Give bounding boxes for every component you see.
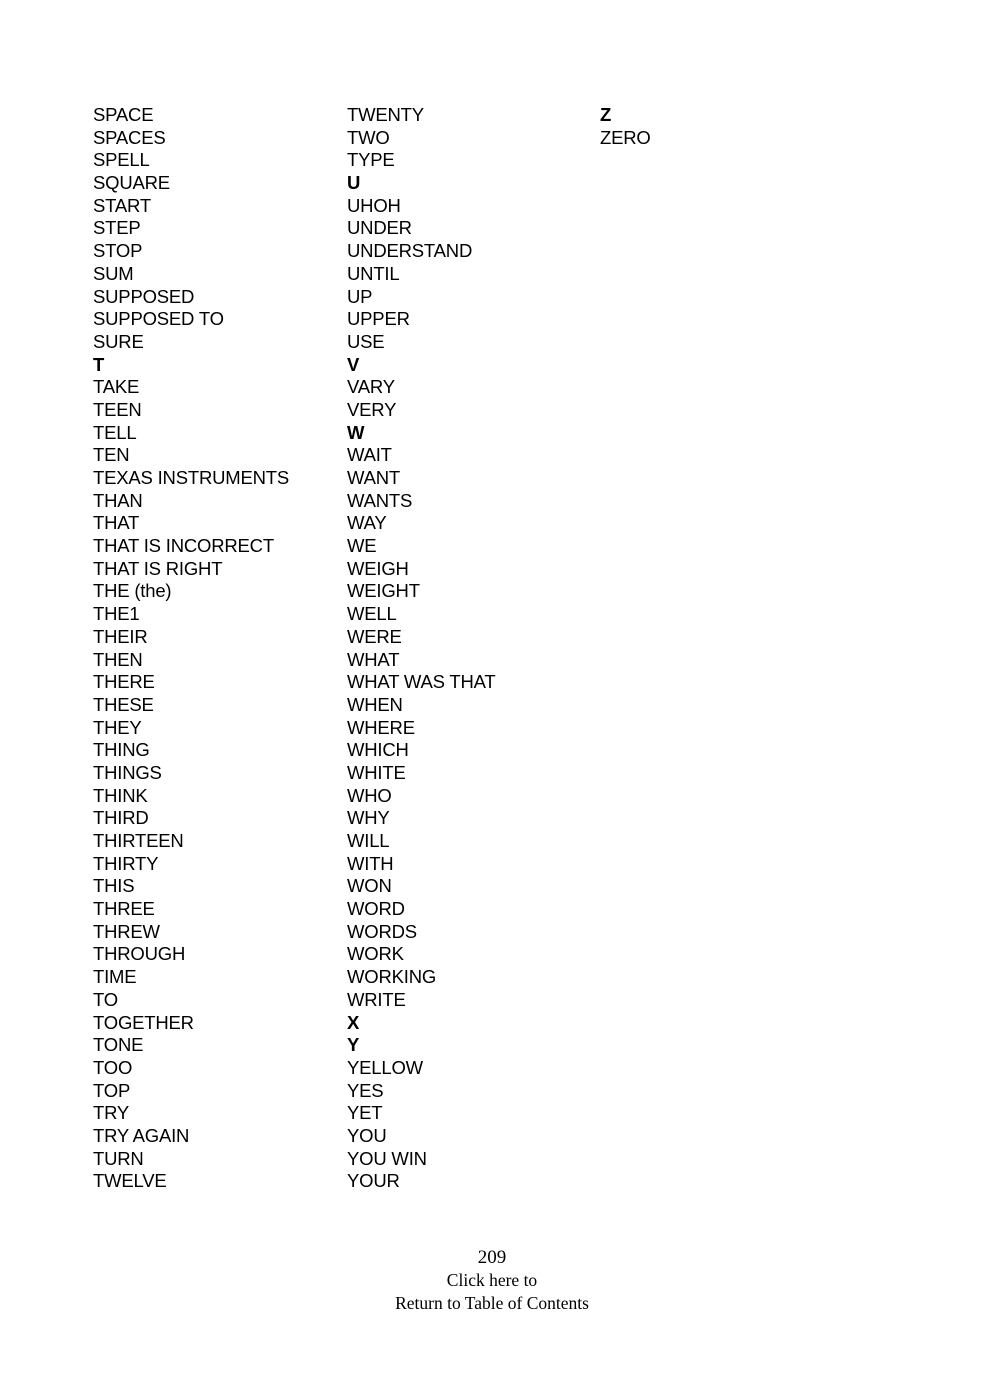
word-item: THIRTY: [93, 852, 159, 874]
word-item: WHY: [347, 807, 390, 829]
word-item: WHAT WAS THAT: [347, 671, 496, 693]
word-column-3: [600, 104, 651, 149]
word-item: THEY: [93, 716, 142, 738]
word-item: WEIGHT: [347, 580, 420, 602]
word-item: TWENTY: [347, 104, 424, 125]
word-item: WILL: [347, 830, 390, 851]
word-item: WORKING: [347, 966, 437, 988]
word-item: WHERE: [347, 716, 415, 738]
word-item: WANT: [347, 467, 400, 488]
word-item: THROUGH: [93, 943, 186, 965]
toc-link-line-2-wrapper: [0, 1293, 984, 1313]
word-item: UHOH: [347, 194, 401, 216]
word-item: YOU WIN: [347, 1147, 427, 1169]
word-item: VERY: [347, 398, 397, 420]
word-item: THAT: [93, 512, 140, 534]
word-item: TYPE: [347, 149, 395, 171]
word-item: SUPPOSED: [93, 285, 195, 307]
word-item: YELLOW: [347, 1056, 423, 1078]
word-item: THERE: [93, 671, 155, 693]
word-item: THAT IS RIGHT: [93, 557, 223, 579]
word-item: WAIT: [347, 444, 392, 466]
word-item: SURE: [93, 330, 144, 352]
word-item: WELL: [347, 603, 397, 625]
letter-heading: W: [347, 421, 365, 443]
word-item: ZERO: [600, 126, 651, 148]
word-item: TELL: [93, 421, 137, 443]
word-item: THIRD: [93, 807, 149, 829]
return-to-table-of-contents-link[interactable]: Return to Table of Contents: [395, 1293, 589, 1313]
word-item: THING: [93, 739, 150, 761]
word-item: WORK: [347, 943, 404, 965]
letter-heading: Z: [600, 104, 612, 125]
word-item: TIME: [93, 966, 137, 988]
word-item: THREE: [93, 898, 155, 920]
word-item: SQUARE: [93, 172, 170, 194]
word-item: SPACE: [93, 104, 154, 125]
word-item: WHEN: [347, 693, 403, 715]
word-item: THINGS: [93, 761, 162, 783]
word-item: UNTIL: [347, 262, 400, 284]
letter-heading: U: [347, 172, 361, 194]
word-item: TEN: [93, 444, 130, 466]
word-item: THEIR: [93, 625, 148, 647]
word-item: STOP: [93, 240, 143, 262]
word-item: THEN: [93, 648, 143, 670]
word-item: STEP: [93, 217, 141, 239]
word-item: SPACES: [93, 126, 166, 148]
word-item: TRY AGAIN: [93, 1124, 190, 1146]
word-item: WHAT: [347, 648, 400, 670]
word-item: YOU: [347, 1124, 387, 1146]
word-item: TEEN: [93, 398, 142, 420]
word-item: THINK: [93, 784, 148, 806]
toc-link-line-1-wrapper: [0, 1270, 984, 1290]
word-item: WITH: [347, 852, 394, 874]
word-item: TURN: [93, 1147, 144, 1169]
word-item: THE (the): [93, 580, 172, 602]
word-item: THREW: [93, 920, 160, 942]
word-item: YET: [347, 1102, 383, 1124]
letter-heading: X: [347, 1011, 360, 1033]
letter-heading: Y: [347, 1034, 360, 1056]
word-item: WHICH: [347, 739, 409, 761]
word-item: WEIGH: [347, 557, 409, 579]
word-item: UPPER: [347, 308, 410, 330]
word-item: WORD: [347, 898, 405, 920]
word-item: TWELVE: [93, 1170, 167, 1192]
word-item: WE: [347, 535, 377, 557]
word-item: WHITE: [347, 761, 406, 783]
word-item: THE1: [93, 603, 140, 625]
word-item: THESE: [93, 693, 154, 715]
word-item: UNDER: [347, 217, 412, 239]
word-item: YES: [347, 1079, 384, 1101]
word-item: SUPPOSED TO: [93, 308, 224, 330]
word-column-1: [93, 104, 289, 1193]
word-item: WAY: [347, 512, 387, 534]
word-item: VARY: [347, 376, 395, 398]
word-item: WON: [347, 875, 392, 897]
word-item: TOP: [93, 1079, 131, 1101]
word-item: WHO: [347, 784, 392, 806]
word-item: TO: [93, 988, 118, 1010]
word-item: YOUR: [347, 1170, 400, 1192]
word-item: THAT IS INCORRECT: [93, 535, 274, 557]
word-item: TEXAS INSTRUMENTS: [93, 467, 290, 488]
word-item: WANTS: [347, 489, 413, 511]
word-item: WRITE: [347, 988, 406, 1010]
click-here-link[interactable]: Click here to: [446, 1270, 538, 1290]
letter-heading: T: [93, 353, 105, 375]
word-item: TAKE: [93, 376, 140, 398]
word-item: SUM: [93, 262, 134, 284]
word-column-2: [347, 104, 495, 1193]
word-item: UNDERSTAND: [347, 240, 473, 262]
word-item: TOGETHER: [93, 1011, 194, 1033]
word-item: TONE: [93, 1034, 144, 1056]
word-item: SPELL: [93, 149, 150, 171]
word-item: START: [93, 194, 151, 216]
word-item: THIS: [93, 875, 135, 897]
word-item: USE: [347, 330, 385, 352]
word-item: UP: [347, 285, 373, 307]
word-item: TOO: [93, 1056, 133, 1078]
word-item: WORDS: [347, 920, 417, 942]
word-item: THIRTEEN: [93, 830, 184, 851]
word-item: WERE: [347, 625, 402, 647]
letter-heading: V: [347, 353, 360, 375]
word-item: TWO: [347, 126, 390, 148]
page-number: 209: [477, 1247, 507, 1268]
word-item: THAN: [93, 489, 143, 511]
word-item: TRY: [93, 1102, 130, 1124]
